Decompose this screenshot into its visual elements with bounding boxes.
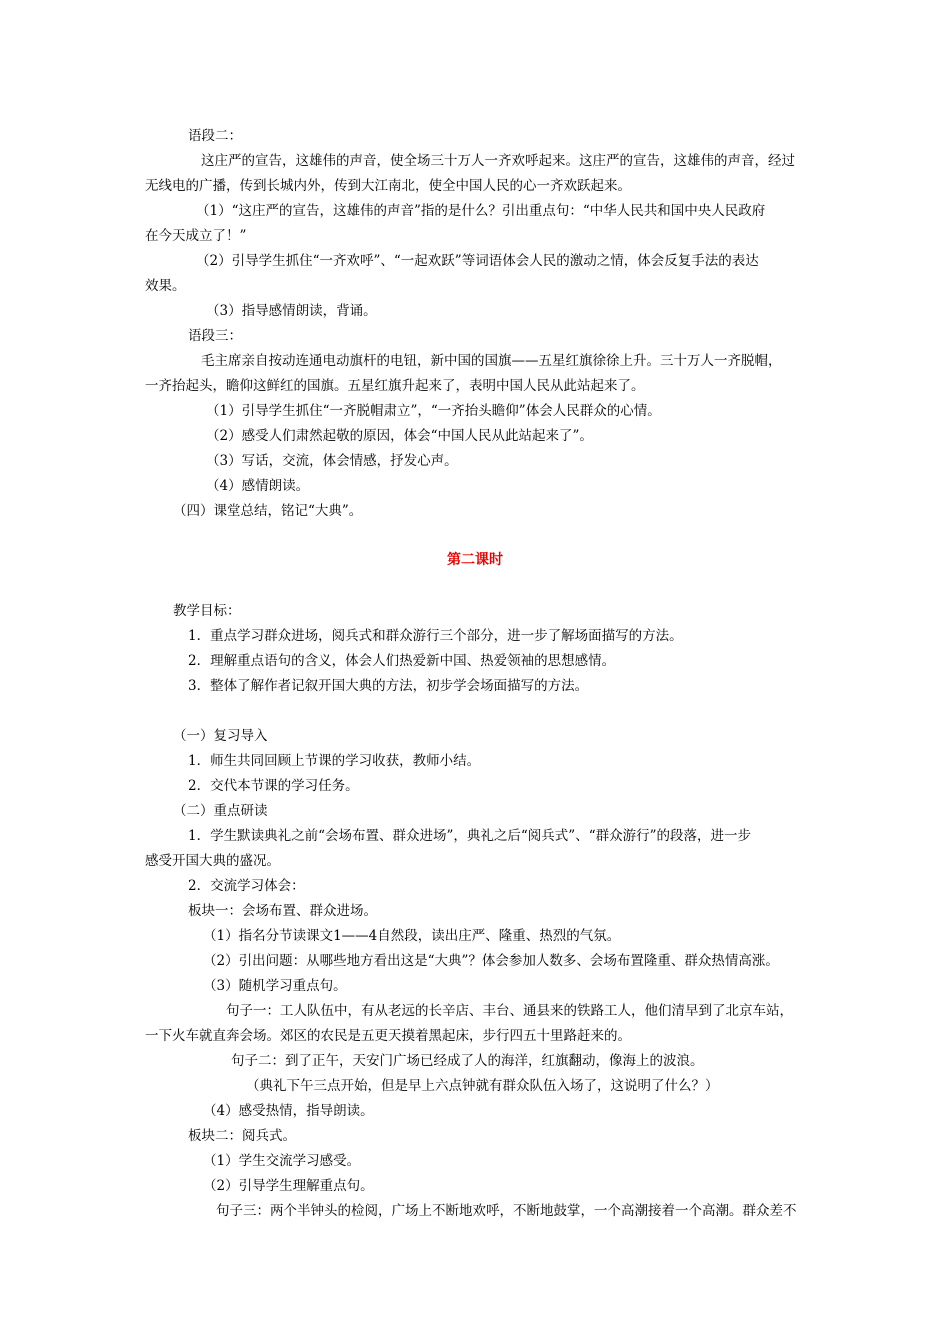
paragraph-line: 1．师生共同回顾上节课的学习收获，教师小结。 (188, 753, 481, 769)
sentence-three: 句子三：两个半钟头的检阅，广场上不断地欢呼，不断地鼓掌，一个高潮接着一个高潮。群众差不 (216, 1203, 797, 1219)
paragraph-line: （典礼下午三点开始，但是早上六点钟就有群众队伍入场了，这说明了什么？） (246, 1078, 719, 1094)
paragraph-line: 一齐抬起头，瞻仰这鲜红的国旗。五星红旗升起来了，表明中国人民从此站起来了。 (145, 378, 645, 394)
heading-key-study: （二）重点研读 (173, 803, 268, 819)
paragraph-line: 一下火车就直奔会场。郊区的农民是五更天摸着黑起床，步行四五十里路赶来的。 (145, 1028, 631, 1044)
goal-item: 1．重点学习群众进场，阅兵式和群众游行三个部分，进一步了解场面描写的方法。 (188, 628, 683, 644)
sentence-two: 句子二：到了正午，天安门广场已经成了人的海洋，红旗翻动，像海上的波浪。 (231, 1053, 704, 1069)
paragraph-line: （3）写话，交流，体会情感，抒发心声。 (206, 453, 458, 469)
paragraph-line: （3）指导感情朗读，背诵。 (206, 303, 377, 319)
paragraph-line: （1）指名分节读课文1——4自然段，读出庄严、隆重、热烈的气氛。 (203, 928, 621, 944)
paragraph-line: （1）引导学生抓住“一齐脱帽肃立”，“一齐抬头瞻仰”体会人民群众的心情。 (206, 403, 661, 419)
paragraph-line: 在今天成立了！” (145, 228, 247, 244)
paragraph-line: （4）感情朗读。 (206, 478, 310, 494)
paragraph-line: 这庄严的宣告，这雄伟的声音，使全场三十万人一齐欢呼起来。这庄严的宣告，这雄伟的声音，经过 (201, 153, 795, 169)
section-title: 第二课时 (447, 552, 503, 568)
heading-segment-2: 语段二： (188, 128, 242, 144)
paragraph-line: （2）引导学生理解重点句。 (203, 1178, 374, 1194)
paragraph-line: （1）“这庄严的宣告，这雄伟的声音”指的是什么？引出重点句：“中华人民共和国中央人民政府 (196, 203, 766, 219)
paragraph-line: 效果。 (145, 278, 186, 294)
heading-review: （一）复习导入 (173, 728, 268, 744)
block-heading-2: 板块二：阅兵式。 (188, 1128, 296, 1144)
paragraph-line: 无线电的广播，传到长城内外，传到大江南北，使全中国人民的心一齐欢跃起来。 (145, 178, 631, 194)
paragraph-line: 1．学生默读典礼之前“会场布置、群众进场”，典礼之后“阅兵式”、“群众游行”的段落，进一步 (188, 828, 751, 844)
heading-teaching-goals: 教学目标： (173, 603, 241, 619)
paragraph-line: 毛主席亲自按动连通电动旗杆的电钮，新中国的国旗——五星红旗徐徐上升。三十万人一齐脱帽， (201, 353, 782, 369)
paragraph-line: （1）学生交流学习感受。 (203, 1153, 361, 1169)
paragraph-line: 2．交代本节课的学习任务。 (188, 778, 359, 794)
paragraph-line: （2）引出问题：从哪些地方看出这是“大典”？体会参加人数多、会场布置隆重、群众热情高涨。 (203, 953, 779, 969)
goal-item: 2．理解重点语句的含义，体会人们热爱新中国、热爱领袖的思想感情。 (188, 653, 616, 669)
paragraph-line: 感受开国大典的盛况。 (145, 853, 280, 869)
paragraph-line: （2）引导学生抓住“一齐欢呼”、“一起欢跃”等词语体会人民的激动之情，体会反复手法的表达 (196, 253, 759, 269)
block-heading-1: 板块一：会场布置、群众进场。 (188, 903, 377, 919)
paragraph-line: （3）随机学习重点句。 (203, 978, 347, 994)
heading-segment-3: 语段三： (188, 328, 242, 344)
sentence-one: 句子一：工人队伍中，有从老远的长辛店、丰台、通县来的铁路工人，他们清早到了北京车站， (226, 1003, 793, 1019)
goal-item: 3．整体了解作者记叙开国大典的方法，初步学会场面描写的方法。 (188, 678, 589, 694)
paragraph-line: （4）感受热情，指导朗读。 (203, 1103, 374, 1119)
paragraph-line: 2．交流学习体会： (188, 878, 305, 894)
paragraph-line: （四）课堂总结，铭记“大典”。 (173, 503, 363, 519)
paragraph-line: （2）感受人们肃然起敬的原因，体会“中国人民从此站起来了”。 (206, 428, 593, 444)
